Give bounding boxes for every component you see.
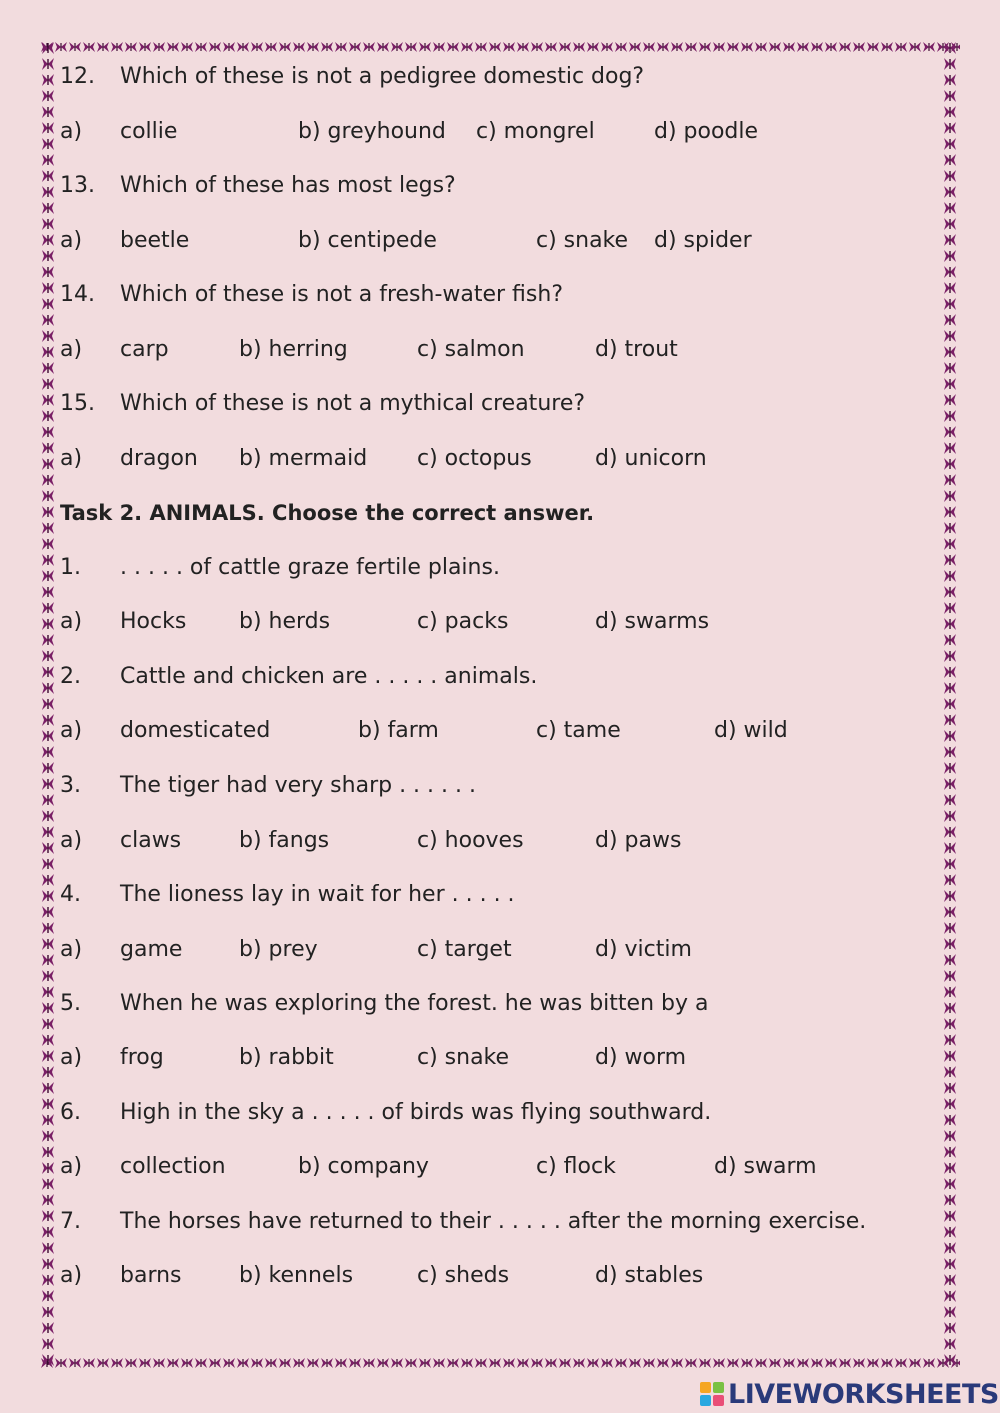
option-d[interactable]: d) spider xyxy=(654,228,752,253)
option-c[interactable]: c) snake xyxy=(536,228,629,253)
question-text: When he was exploring the forest. he was bitten by a xyxy=(120,991,709,1016)
option-d[interactable]: d) paws xyxy=(595,828,682,853)
option-a[interactable]: claws xyxy=(120,828,182,853)
question-text: Which of these is not a fresh-water fish? xyxy=(120,282,563,307)
option-a[interactable]: beetle xyxy=(120,228,190,253)
butterfly-border-top-icon xyxy=(40,40,960,54)
option-c[interactable]: c) tame xyxy=(536,718,621,743)
option-c[interactable]: c) sheds xyxy=(417,1263,510,1288)
option-b[interactable]: b) greyhound xyxy=(298,119,446,144)
option-letter: a) xyxy=(60,718,83,743)
liveworksheets-logo[interactable] xyxy=(700,1378,999,1410)
option-a[interactable]: collie xyxy=(120,119,178,144)
option-b[interactable]: b) farm xyxy=(358,718,439,743)
option-letter: a) xyxy=(60,609,83,634)
option-c[interactable]: c) salmon xyxy=(417,337,525,362)
question-number: 3. xyxy=(60,773,81,798)
question-number: 4. xyxy=(60,882,81,907)
butterfly-border-left-icon xyxy=(40,40,56,1370)
option-c[interactable]: c) mongrel xyxy=(476,119,595,144)
option-c[interactable]: c) packs xyxy=(417,609,509,634)
option-b[interactable]: b) herds xyxy=(239,609,331,634)
option-b[interactable]: b) prey xyxy=(239,937,318,962)
question-text: The tiger had very sharp . . . . . . xyxy=(120,773,476,798)
option-letter: a) xyxy=(60,446,83,471)
option-a[interactable]: domesticated xyxy=(120,718,271,743)
option-b[interactable]: b) fangs xyxy=(239,828,330,853)
option-d[interactable]: d) swarm xyxy=(714,1154,817,1179)
option-a[interactable]: frog xyxy=(120,1045,164,1070)
option-letter: a) xyxy=(60,1263,83,1288)
option-a[interactable]: collection xyxy=(120,1154,226,1179)
option-b[interactable]: b) kennels xyxy=(239,1263,354,1288)
border-right xyxy=(942,40,958,1370)
option-d[interactable]: d) worm xyxy=(595,1045,687,1070)
question-text: Which of these is not a pedigree domestic dog? xyxy=(120,64,645,89)
option-d[interactable]: d) swarms xyxy=(595,609,710,634)
option-d[interactable]: d) unicorn xyxy=(595,446,707,471)
option-b[interactable]: b) company xyxy=(298,1154,429,1179)
question-number: 12. xyxy=(60,64,95,89)
question-text: The horses have returned to their . . . . . after the morning exercise. xyxy=(120,1209,867,1234)
option-c[interactable]: c) target xyxy=(417,937,512,962)
option-c[interactable]: c) hooves xyxy=(417,828,524,853)
question-number: 15. xyxy=(60,391,95,416)
question-number: 6. xyxy=(60,1100,81,1125)
logo-text: LIVEWORKSHEETS xyxy=(728,1378,999,1410)
question-text: High in the sky a . . . . . of birds was flying southward. xyxy=(120,1100,712,1125)
option-a[interactable]: game xyxy=(120,937,183,962)
question-number: 14. xyxy=(60,282,95,307)
option-letter: a) xyxy=(60,228,83,253)
option-c[interactable]: c) octopus xyxy=(417,446,532,471)
border-bottom xyxy=(40,1356,960,1370)
question-number: 2. xyxy=(60,664,81,689)
option-a[interactable]: barns xyxy=(120,1263,182,1288)
task-2-title: Task 2. ANIMALS. Choose the correct answer. xyxy=(60,501,595,525)
question-text: Which of these has most legs? xyxy=(120,173,456,198)
question-number: 7. xyxy=(60,1209,81,1234)
option-a[interactable]: dragon xyxy=(120,446,198,471)
border-top xyxy=(40,40,960,54)
option-letter: a) xyxy=(60,119,83,144)
butterfly-border-right-icon xyxy=(942,40,958,1370)
option-a[interactable]: Hocks xyxy=(120,609,187,634)
option-b[interactable]: b) rabbit xyxy=(239,1045,334,1070)
question-number: 1. xyxy=(60,555,81,580)
option-letter: a) xyxy=(60,1045,83,1070)
option-d[interactable]: d) trout xyxy=(595,337,678,362)
option-d[interactable]: d) wild xyxy=(714,718,788,743)
option-letter: a) xyxy=(60,828,83,853)
question-number: 13. xyxy=(60,173,95,198)
option-b[interactable]: b) centipede xyxy=(298,228,437,253)
option-b[interactable]: b) mermaid xyxy=(239,446,368,471)
question-text: Cattle and chicken are . . . . . animals. xyxy=(120,664,538,689)
option-letter: a) xyxy=(60,937,83,962)
border-left xyxy=(40,40,56,1370)
option-c[interactable]: c) flock xyxy=(536,1154,616,1179)
option-d[interactable]: d) victim xyxy=(595,937,692,962)
question-number: 5. xyxy=(60,991,81,1016)
option-b[interactable]: b) herring xyxy=(239,337,348,362)
option-d[interactable]: d) stables xyxy=(595,1263,704,1288)
liveworksheets-logo-icon xyxy=(700,1382,724,1406)
question-text: Which of these is not a mythical creature? xyxy=(120,391,586,416)
option-d[interactable]: d) poodle xyxy=(654,119,759,144)
question-text: The lioness lay in wait for her . . . . . xyxy=(120,882,515,907)
option-letter: a) xyxy=(60,337,83,362)
option-letter: a) xyxy=(60,1154,83,1179)
option-a[interactable]: carp xyxy=(120,337,169,362)
question-text: . . . . . of cattle graze fertile plains. xyxy=(120,555,500,580)
option-c[interactable]: c) snake xyxy=(417,1045,510,1070)
butterfly-border-bottom-icon xyxy=(40,1356,960,1370)
